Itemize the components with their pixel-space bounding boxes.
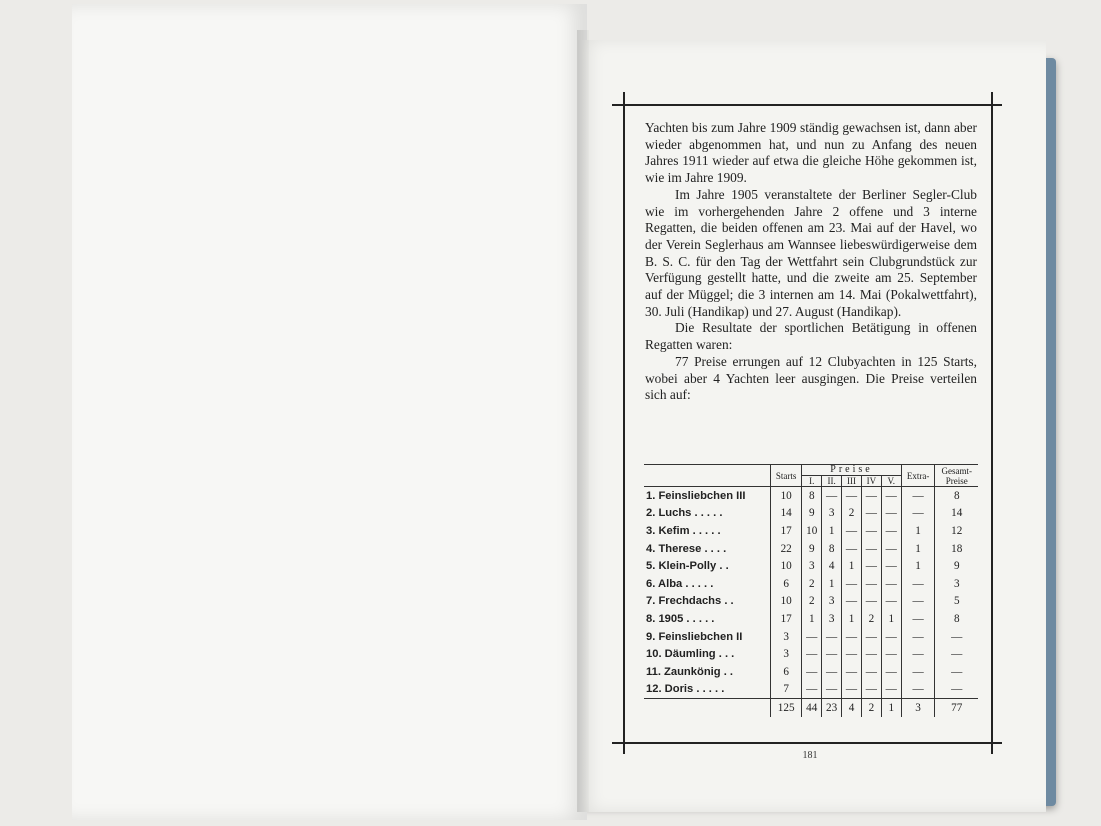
cell-v: — (881, 540, 901, 558)
yacht-name: 11. Zaunkönig . . (646, 665, 734, 678)
cell-starts: 6 (771, 663, 802, 681)
cell-i: 8 (802, 487, 822, 505)
cell-iii: 1 (842, 610, 862, 628)
cell-v: — (881, 628, 901, 646)
cell-extra: — (901, 645, 935, 663)
col-i: I. (802, 476, 822, 487)
cell-starts: 14 (771, 505, 802, 523)
cell-iv: — (861, 663, 881, 681)
cell-total: — (935, 628, 978, 646)
frame-left-rule (623, 92, 625, 754)
cell-i: 9 (802, 540, 822, 558)
table-row (644, 628, 978, 646)
cell-extra: — (901, 575, 935, 593)
cell-ii: 3 (822, 593, 842, 611)
cell-iii: — (842, 540, 862, 558)
extra-header (901, 465, 935, 487)
cell-v: — (881, 645, 901, 663)
cell-iv: — (861, 505, 881, 523)
table-row (644, 487, 978, 505)
yacht-name: 1. Feinsliebchen III (646, 489, 746, 502)
table-row (644, 681, 978, 699)
yacht-name: 5. Klein-Polly . . (646, 560, 729, 573)
paragraph: Yachten bis zum Jahre 1909 ständig gewachsen ist, dann aber wieder abgenommen hat, und nun zu Anfang des neuen Jahres 1911 wieder auf etwa die gleiche Höhe gekommen ist, wie im Jahre 1909. (645, 120, 977, 186)
cell-total: — (935, 645, 978, 663)
cell-iv: — (861, 540, 881, 558)
cell-iv: — (861, 487, 881, 505)
cell-v: — (881, 593, 901, 611)
cell-ii: 1 (822, 575, 842, 593)
cell-total: — (935, 663, 978, 681)
cell-iv: — (861, 628, 881, 646)
cell-v: — (881, 505, 901, 523)
cell-iii: 1 (842, 557, 862, 575)
cell-extra: — (901, 628, 935, 646)
cell-ii: — (822, 487, 842, 505)
cell-v: — (881, 487, 901, 505)
cell-extra: — (901, 593, 935, 611)
gesamt-sub-label: Preise (945, 475, 968, 486)
cell-starts: 17 (771, 610, 802, 628)
cell-iv: — (861, 645, 881, 663)
cell-ii: — (822, 645, 842, 663)
yacht-name: 7. Frechdachs . . (646, 595, 734, 608)
table-row (644, 522, 978, 540)
page-number: 181 (802, 750, 818, 761)
col-iv: IV (861, 476, 881, 487)
table-row (644, 540, 978, 558)
cell-i: 9 (802, 505, 822, 523)
cell-total: 3 (935, 575, 978, 593)
paragraph: Die Resultate der sportlichen Betätigung in offenen Regatten waren: (645, 320, 977, 353)
cell-v: — (881, 681, 901, 699)
cell-iii: — (842, 681, 862, 699)
totals-label (644, 699, 771, 717)
cell-v: — (881, 663, 901, 681)
cell-total: 8 (935, 487, 978, 505)
cell-total: — (935, 681, 978, 699)
cell-starts: 7 (771, 681, 802, 699)
cell-iii: — (842, 663, 862, 681)
cell-total: 8 (935, 610, 978, 628)
extra-header-label: Extra- (906, 470, 930, 481)
cell-iii: — (842, 593, 862, 611)
cell-v: 1 (881, 610, 901, 628)
book-gutter (577, 30, 589, 812)
total-extra: 3 (901, 699, 935, 717)
body-text (645, 120, 977, 404)
cell-iv: — (861, 575, 881, 593)
table-row (644, 505, 978, 523)
cell-starts: 6 (771, 575, 802, 593)
cell-starts: 17 (771, 522, 802, 540)
cell-i: — (802, 681, 822, 699)
yacht-name: 2. Luchs . . . . . (646, 507, 723, 520)
yacht-name: 6. Alba . . . . . (646, 577, 714, 590)
cell-extra: — (901, 487, 935, 505)
cell-ii: 3 (822, 505, 842, 523)
paragraph: Im Jahre 1905 veranstaltete der Berliner Segler-Club wie im vorhergehenden Jahre 2 offene und 3 interne Regatten, die beiden offenen am 23. Mai auf der Havel, wo der Verein Seglerhaus am Wannsee liebeswürdigerweise dem B. S. C. für den Tag der Wettfahrt sein Clubgrundstück zur Verfügung gestellt hatte, und die zweite am 25. September auf der Müggel; die 3 internen am 14. Mai (Pokalwettfahrt), 30. Juli (Handikap) und 27. August (Handikap). (645, 186, 977, 319)
yacht-name: 8. 1905 . . . . . (646, 612, 715, 625)
cell-starts: 10 (771, 593, 802, 611)
preise-header: Preise (802, 465, 901, 476)
cell-iii: — (842, 645, 862, 663)
cell-ii: — (822, 681, 842, 699)
frame-top-rule (612, 104, 1002, 106)
cell-v: — (881, 522, 901, 540)
total-ii: 23 (822, 699, 842, 717)
cell-total: 12 (935, 522, 978, 540)
results-table (644, 464, 978, 717)
cell-starts: 10 (771, 557, 802, 575)
cell-i: 1 (802, 610, 822, 628)
cell-ii: 1 (822, 522, 842, 540)
total-iii: 4 (842, 699, 862, 717)
total-v: 1 (881, 699, 901, 717)
cell-total: 5 (935, 593, 978, 611)
cell-extra: 1 (901, 522, 935, 540)
cell-iii: — (842, 487, 862, 505)
cell-iv: — (861, 593, 881, 611)
cell-iii: 2 (842, 505, 862, 523)
col-iii: III (842, 476, 862, 487)
cell-i: 10 (802, 522, 822, 540)
table-row (644, 645, 978, 663)
starts-header: Starts (771, 465, 802, 487)
name-header (644, 465, 771, 487)
cell-starts: 3 (771, 645, 802, 663)
col-ii: II. (822, 476, 842, 487)
cell-extra: — (901, 663, 935, 681)
cell-iv: — (861, 681, 881, 699)
table-row (644, 610, 978, 628)
yacht-name: 12. Doris . . . . . (644, 681, 771, 699)
cell-total: 14 (935, 505, 978, 523)
cell-iv: — (861, 522, 881, 540)
frame-right-rule (991, 92, 993, 754)
table-row (644, 575, 978, 593)
col-v: V. (881, 476, 901, 487)
cell-iii: — (842, 575, 862, 593)
cell-i: — (802, 663, 822, 681)
cell-starts: 3 (771, 628, 802, 646)
cell-ii: — (822, 663, 842, 681)
cell-total: 9 (935, 557, 978, 575)
frame-bottom-rule (612, 742, 1002, 744)
gesamt-header (935, 465, 978, 487)
left-page (72, 4, 587, 820)
table-row (644, 663, 978, 681)
cell-i: 3 (802, 557, 822, 575)
yacht-name: 9. Feinsliebchen II (646, 630, 743, 643)
paragraph: 77 Preise errungen auf 12 Clubyachten in 125 Starts, wobei aber 4 Yachten leer ausgingen. Die Preise verteilen sich auf: (645, 353, 977, 403)
cell-i: — (802, 645, 822, 663)
total-gesamt: 77 (935, 699, 978, 717)
cell-v: — (881, 557, 901, 575)
cell-ii: 4 (822, 557, 842, 575)
cell-i: 2 (802, 593, 822, 611)
gesamt-header-label: Gesamt- (941, 465, 972, 476)
cell-extra: 1 (901, 557, 935, 575)
table-row (644, 557, 978, 575)
cell-iii: — (842, 628, 862, 646)
cell-i: — (802, 628, 822, 646)
cell-ii: — (822, 628, 842, 646)
yacht-name: 10. Däumling . . . (646, 648, 735, 661)
total-starts: 125 (771, 699, 802, 717)
table-row (644, 593, 978, 611)
cell-i: 2 (802, 575, 822, 593)
cell-iv: — (861, 557, 881, 575)
cell-ii: 3 (822, 610, 842, 628)
cell-iii: — (842, 522, 862, 540)
total-i: 44 (802, 699, 822, 717)
yacht-name: 3. Kefim . . . . . (646, 524, 721, 537)
cell-starts: 22 (771, 540, 802, 558)
cell-extra: 1 (901, 540, 935, 558)
cell-v: — (881, 575, 901, 593)
total-iv: 2 (861, 699, 881, 717)
cell-ii: 8 (822, 540, 842, 558)
cell-iv: 2 (861, 610, 881, 628)
yacht-name: 4. Therese . . . . (646, 542, 727, 555)
cell-total: 18 (935, 540, 978, 558)
cell-extra: — (901, 610, 935, 628)
cell-starts: 10 (771, 487, 802, 505)
cell-extra: — (901, 681, 935, 699)
cell-extra: — (901, 505, 935, 523)
